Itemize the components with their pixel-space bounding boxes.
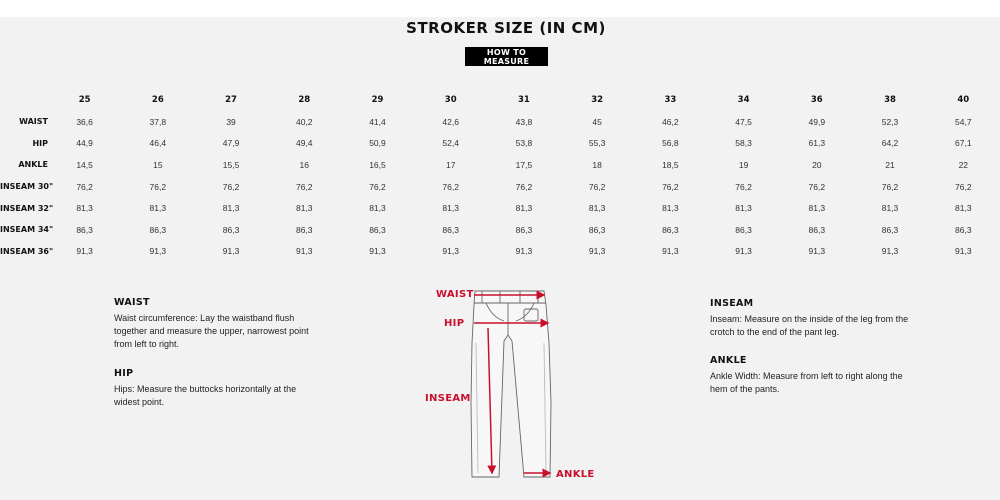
table-cell: 86,3 [76,224,93,235]
pants-diagram-icon [420,283,600,483]
table-cell: 47,5 [735,116,752,127]
table-cell: 15 [153,159,163,170]
inseam-guide-text: Inseam: Measure on the inside of the leg from the crotch to the end of the pant leg. [710,314,909,337]
size-header: 29 [371,95,384,105]
table-row [0,133,1000,155]
table-cell: 76,2 [881,181,899,192]
table-header-row [0,89,1000,111]
table-cell: 42,6 [442,116,459,127]
table-cell: 45 [592,116,602,127]
row-label: ANKLE [18,160,48,170]
table-cell: 58,3 [735,138,752,149]
diagram-label-inseam: INSEAM [425,393,471,404]
table-cell: 81,3 [881,203,899,214]
size-header: 26 [151,95,164,105]
diagram-label-hip: HIP [444,318,465,329]
table-cell: 91,3 [515,246,533,257]
size-header: 27 [225,95,237,105]
inseam-guide-title: INSEAM [710,298,754,309]
table-cell: 86,3 [295,224,313,235]
size-table [0,89,1000,262]
table-cell: 52,3 [881,116,899,127]
table-cell: 37,8 [149,116,167,127]
table-cell: 91,3 [369,246,386,257]
hip-guide-title: HIP [114,368,134,379]
table-cell: 76,2 [588,181,606,192]
ankle-guide-text: Ankle Width: Measure from left to right along the hem of the pants. [710,371,903,394]
table-cell: 41,4 [369,116,386,127]
table-cell: 86,3 [515,224,533,235]
table-cell: 76,2 [955,181,972,192]
table-cell: 91,3 [955,246,972,257]
table-cell: 22 [958,159,969,170]
table-cell: 76,2 [442,181,459,192]
table-cell: 52,4 [442,138,459,149]
table-row [0,241,1000,263]
table-cell: 47,9 [222,138,240,149]
table-cell: 86,3 [369,224,386,235]
table-cell: 61,3 [808,138,826,149]
row-label: INSEAM 32" [0,203,54,213]
table-cell: 81,3 [808,203,826,214]
table-cell: 86,3 [588,224,606,235]
table-cell: 91,3 [808,246,826,257]
table-cell: 81,3 [588,203,606,214]
table-cell: 81,3 [222,203,240,214]
table-cell: 91,3 [149,246,167,257]
table-cell: 76,2 [515,181,533,192]
table-cell: 43,8 [515,116,533,127]
table-cell: 86,3 [808,224,826,235]
waist-guide-title: WAIST [114,297,150,308]
table-cell: 54,7 [955,116,972,127]
table-cell: 91,3 [442,246,459,257]
hip-guide [114,368,304,409]
page-title: STROKER SIZE (IN CM) [406,19,606,37]
table-cell: 15,5 [222,159,240,170]
diagram-label-waist: WAIST [436,289,474,300]
size-header: 32 [591,95,604,105]
table-cell: 44,9 [76,138,93,149]
table-row [0,111,1000,133]
table-row [0,197,1000,219]
size-header: 25 [78,95,91,105]
table-cell: 76,2 [735,181,752,192]
table-row [0,176,1000,198]
table-cell: 17,5 [515,159,533,170]
table-cell: 18 [592,159,602,170]
diagram-label-ankle: ANKLE [556,469,595,480]
table-cell: 81,3 [662,203,679,214]
row-label: HIP [32,138,48,148]
table-cell: 55,3 [588,138,606,149]
size-header: 31 [518,95,530,105]
table-cell: 86,3 [955,224,972,235]
table-row [0,154,1000,176]
top-bar [0,0,1000,17]
row-label: WAIST [19,117,48,127]
row-label: INSEAM 30" [0,182,54,192]
table-cell: 91,3 [222,246,240,257]
table-cell: 86,3 [442,224,459,235]
row-label: INSEAM 36" [0,246,54,256]
table-cell: 67,1 [955,138,972,149]
table-cell: 86,3 [881,224,899,235]
inseam-guide [710,298,910,339]
table-cell: 16,5 [369,159,386,170]
table-cell: 16 [299,159,309,170]
waist-guide [114,297,314,351]
table-cell: 20 [812,159,822,170]
table-cell: 91,3 [295,246,313,257]
table-cell: 81,3 [149,203,167,214]
table-cell: 17 [445,159,456,170]
table-cell: 76,2 [662,181,679,192]
table-cell: 19 [738,159,749,170]
table-cell: 14,5 [76,159,93,170]
table-cell: 81,3 [76,203,93,214]
table-cell: 81,3 [735,203,752,214]
table-cell: 46,4 [149,138,167,149]
table-cell: 56,8 [662,138,679,149]
table-cell: 91,3 [735,246,752,257]
ankle-guide [710,355,910,396]
table-cell: 64,2 [881,138,899,149]
size-header: 40 [957,95,970,105]
table-cell: 86,3 [662,224,679,235]
table-cell: 91,3 [76,246,93,257]
size-header: 38 [884,95,896,105]
size-header: 33 [664,95,677,105]
table-cell: 49,4 [295,138,313,149]
table-cell: 81,3 [295,203,313,214]
table-cell: 21 [885,159,895,170]
table-cell: 39 [226,116,236,127]
table-cell: 18,5 [662,159,679,170]
how-to-measure-button[interactable]: HOW TO MEASURE [465,47,548,66]
table-corner [0,89,48,111]
table-cell: 81,3 [955,203,972,214]
pants-diagram [420,283,600,483]
table-cell: 86,3 [222,224,240,235]
table-cell: 76,2 [149,181,167,192]
table-cell: 91,3 [588,246,606,257]
table-cell: 81,3 [515,203,533,214]
table-cell: 76,2 [295,181,313,192]
table-row [0,219,1000,241]
table-cell: 53,8 [515,138,533,149]
size-header: 28 [298,95,311,105]
table-cell: 86,3 [149,224,167,235]
table-cell: 81,3 [442,203,459,214]
table-cell: 91,3 [662,246,679,257]
table-cell: 49,9 [808,116,826,127]
table-cell: 36,6 [76,116,93,127]
row-label: INSEAM 34" [0,225,54,235]
table-cell: 81,3 [369,203,386,214]
hip-guide-text: Hips: Measure the buttocks horizontally at the widest point. [114,384,297,407]
table-cell: 76,2 [222,181,240,192]
ankle-guide-title: ANKLE [710,355,747,366]
size-header: 36 [810,95,823,105]
table-cell: 86,3 [735,224,752,235]
size-header: 34 [737,95,750,105]
table-cell: 46,2 [662,116,679,127]
table-cell: 40,2 [295,116,313,127]
size-header: 30 [444,95,457,105]
table-cell: 50,9 [369,138,386,149]
table-cell: 91,3 [881,246,899,257]
table-cell: 76,2 [76,181,93,192]
waist-guide-text: Waist circumference: Lay the waistband flush together and measure the upper, narrowest point from left to right. [114,313,309,349]
table-cell: 76,2 [369,181,386,192]
table-cell: 76,2 [808,181,826,192]
